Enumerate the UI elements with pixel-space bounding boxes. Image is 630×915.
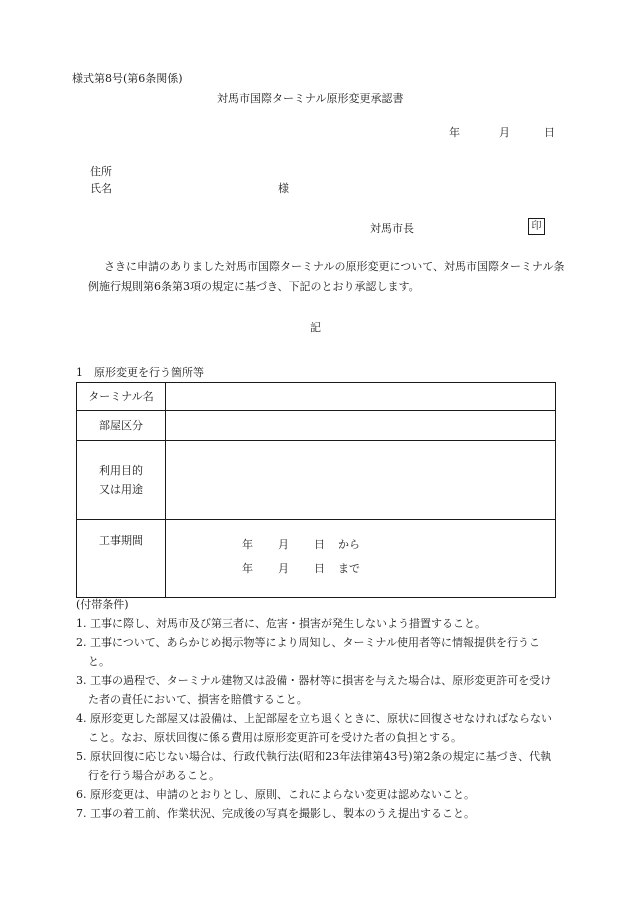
period-lines [166, 527, 555, 590]
period-end-year: 年 [242, 562, 253, 575]
condition-item: 4. 原形変更した部屋又は設備は、上記部屋を立ち退くときに、原状に回復させなければならないこと。なお、原状回復に係る費用は原形変更許可を受けた者の負担とする。 [76, 712, 552, 744]
terminal-name-label: ターミナル名 [77, 383, 166, 411]
period-to: まで [338, 562, 360, 575]
table-row-purpose [77, 441, 556, 520]
body-paragraph: さきに申請のありました対馬市国際ターミナルの原形変更について、対馬市国際ターミナル条例施行規則第6条第3項の規定に基づき、下記のとおり承認します。 [88, 260, 565, 293]
issuer-mayor: 対馬市長 [370, 222, 414, 235]
condition-item: 6. 原形変更は、申請のとおりとし、原則、これによらない変更は認めないこと。 [76, 788, 475, 801]
seal-icon: 印 [528, 218, 545, 235]
construction-period-field[interactable] [166, 520, 556, 598]
date-year-label: 年 [449, 126, 460, 139]
condition-item: 3. 工事の過程で、ターミナル建物又は設備・器材等に損害を与えた場合は、原形変更許可を受けた者の責任において、損害を賠償すること。 [76, 674, 552, 706]
terminal-name-field[interactable] [166, 383, 556, 411]
form-number: 様式第8号(第6条関係) [72, 72, 183, 85]
condition-item: 7. 工事の着工前、作業状況、完成後の写真を撮影し、製本のうえ提出すること。 [76, 807, 475, 820]
room-category-label: 部屋区分 [77, 411, 166, 441]
period-start-line [242, 538, 360, 551]
conditions-list [76, 614, 560, 823]
period-end-line [242, 562, 360, 575]
period-from: から [338, 538, 360, 551]
ki-heading: 記 [310, 321, 321, 334]
room-category-field[interactable] [166, 411, 556, 441]
table-row-room [77, 411, 556, 441]
honorific-label: 様 [278, 182, 289, 195]
period-start-year: 年 [242, 538, 253, 551]
period-end-month: 月 [278, 562, 289, 575]
document-title: 対馬市国際ターミナル原形変更承認書 [217, 92, 404, 105]
period-start-month: 月 [278, 538, 289, 551]
purpose-label-line-2: 又は用途 [99, 483, 143, 496]
purpose-label [77, 441, 166, 520]
detail-table [76, 382, 556, 598]
conditions-heading: (付帯条件) [76, 598, 129, 611]
period-end-day: 日 [314, 562, 325, 575]
section-1-heading: 1 原形変更を行う箇所等 [76, 366, 204, 379]
name-label: 氏名 [90, 182, 112, 195]
table-row-period [77, 520, 556, 598]
condition-item: 5. 原状回復に応じない場合は、行政代執行法(昭和23年法律第43号)第2条の規定に基づき、代執行を行う場合があること。 [76, 750, 552, 782]
date-month-label: 月 [499, 126, 510, 139]
date-day-label: 日 [544, 126, 555, 139]
purpose-field[interactable] [166, 441, 556, 520]
condition-item: 1. 工事に際し、対馬市及び第三者に、危害・損害が発生しないよう措置すること。 [76, 617, 486, 630]
table-row-terminal [77, 383, 556, 411]
address-label: 住所 [90, 165, 112, 178]
purpose-label-line-1: 利用目的 [99, 464, 143, 477]
construction-period-label: 工事期間 [77, 520, 166, 598]
condition-item: 2. 工事について、あらかじめ掲示物等により周知し、ターミナル使用者等に情報提供を行うこと。 [76, 636, 540, 668]
period-start-day: 日 [314, 538, 325, 551]
